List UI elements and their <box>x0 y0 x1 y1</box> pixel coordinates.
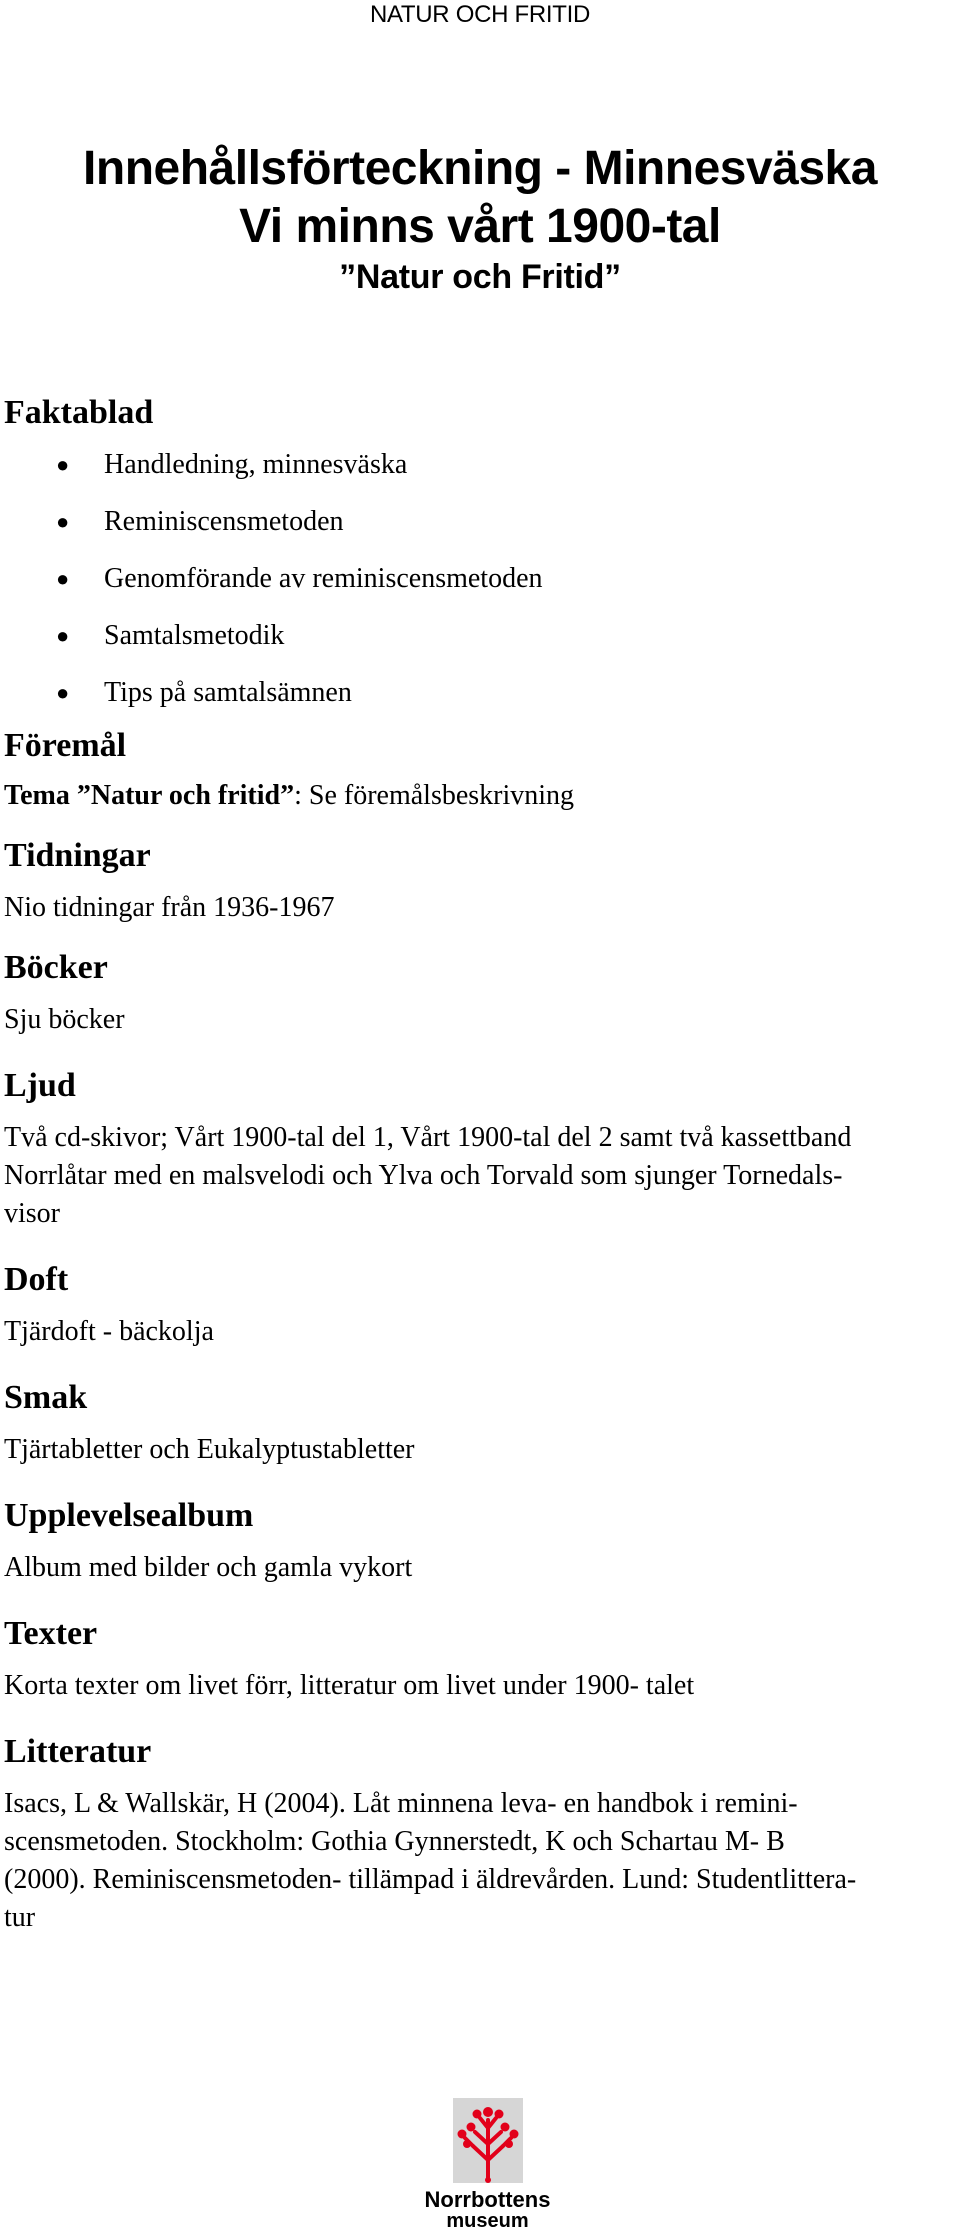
logo-text-line2: museum <box>446 2210 529 2232</box>
section-heading-texter: Texter <box>4 1615 98 1652</box>
section-heading-litteratur: Litteratur <box>4 1733 152 1770</box>
bullet-icon: ● <box>56 509 70 534</box>
ljud-line-2: Norrlåtar med en malsvelodi och Ylva och Torvald som sjunger Tornedals- <box>4 1160 843 1191</box>
bullet-icon: ● <box>56 566 70 591</box>
page-title-line2: Vi minns vårt 1900-tal <box>239 200 721 253</box>
tree-emblem-icon <box>453 2098 523 2183</box>
logo-text-line1: Norrbottens <box>424 2187 551 2212</box>
smak-text: Tjärtabletter och Eukalyptustabletter <box>4 1434 415 1465</box>
litteratur-line-2: scensmetoden. Stockholm: Gothia Gynnerstedt, K och Schartau M- B <box>4 1826 785 1857</box>
page-title: Innehållsförteckning - Minnesväska <box>83 142 877 195</box>
bullet-icon: ● <box>56 680 70 705</box>
list-item: ● Tips på samtalsämnen <box>4 664 954 721</box>
logo-emblem-box <box>453 2098 523 2183</box>
faktablad-list <box>4 436 954 721</box>
section-heading-doft: Doft <box>4 1261 69 1298</box>
list-item: ● Genomförande av reminiscensmetoden <box>4 550 954 607</box>
ljud-line-1: Två cd-skivor; Vårt 1900-tal del 1, Vårt 1900-tal del 2 samt två kassettband <box>4 1122 852 1153</box>
section-heading-bocker: Böcker <box>4 949 108 986</box>
list-item: ● Handledning, minnesväska <box>4 436 954 493</box>
norrbottens-museum-logo <box>420 2098 555 2232</box>
section-heading-tidningar: Tidningar <box>4 837 151 874</box>
section-heading-smak: Smak <box>4 1379 88 1416</box>
list-item: ● Samtalsmetodik <box>4 607 954 664</box>
page-header: NATUR OCH FRITID <box>369 1 591 28</box>
litteratur-line-4: tur <box>4 1902 36 1933</box>
tidningar-text: Nio tidningar från 1936-1967 <box>4 892 335 923</box>
section-heading-faktablad: Faktablad <box>4 394 154 431</box>
foremal-text: Tema ”Natur och fritid”: Se föremålsbeskrivning <box>4 780 575 811</box>
bullet-icon: ● <box>56 623 70 648</box>
litteratur-line-3: (2000). Reminiscensmetoden- tillämpad i äldrevården. Lund: Studentlittera- <box>4 1864 857 1895</box>
doft-text: Tjärdoft - bäckolja <box>4 1316 214 1347</box>
section-heading-upplevelsealbum: Upplevelsealbum <box>4 1497 254 1534</box>
content <box>4 392 954 1937</box>
litteratur-line-1: Isacs, L & Wallskär, H (2004). Låt minnena leva- en handbok i remini- <box>4 1788 798 1819</box>
texter-text: Korta texter om livet förr, litteratur om livet under 1900- talet <box>4 1670 695 1701</box>
bocker-text: Sju böcker <box>4 1004 125 1035</box>
page-subtitle: ”Natur och Fritid” <box>339 258 621 296</box>
list-item: ● Reminiscensmetoden <box>4 493 954 550</box>
section-heading-foremal: Föremål <box>4 727 127 764</box>
upplevelsealbum-text: Album med bilder och gamla vykort <box>4 1552 413 1583</box>
foremal-theme: Tema ”Natur och fritid” <box>4 780 295 811</box>
title-block <box>0 140 960 298</box>
section-heading-ljud: Ljud <box>4 1067 76 1104</box>
ljud-line-3: visor <box>4 1198 60 1229</box>
bullet-icon: ● <box>56 452 70 477</box>
